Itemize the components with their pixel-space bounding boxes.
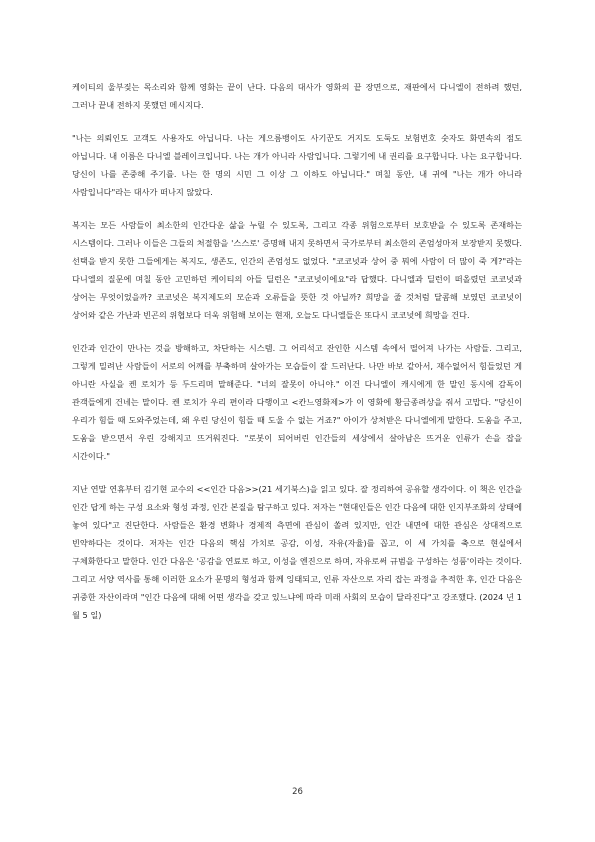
paragraph-2: "나는 의뢰인도 고객도 사용자도 아닙니다. 나는 게으름뱅이도 사기꾼도 거지도 도둑도 보험번호 숫자도 화면속의 점도 아닙니다. 내 이름은 다니엘 블레이크입니다. 나는 개가 아니라 사람입니다. 그렇기에 내 권리를 요구합니다. 나는 요구합니다. 당신이 나를 존중해 주기를. 나는 한 명의 시민 그 이상 그 이하도 아닙니다." 며칠 동안, 내 귀에 "나는 개가 아니라 사람입니다"라는 대사가 떠나지 않았다. [72,133,522,197]
paragraph-3: 복지는 모든 사람들이 최소한의 인간다운 삶을 누릴 수 있도록, 그리고 각종 위험으로부터 보호받을 수 있도록 존재하는 시스템이다. 그러나 이들은 그들의 처절함을 '스스로' 증명해 내지 못하면서 국가로부터 최소한의 존엄성마저 보장받지 못했다. 선택을 받지 못한 그들에게는 복지도, 생존도, 인간의 존엄성도 없었다. "코코넛과 상어 중 뭐에 사람이 더 많이 죽 게?"라는 다니엘의 질문에 며칠 동안 고민하던 케이티의 아들 딜런은 "코코넛이에요"라 답했다. 다니엘과 딜런이 떠올렸던 코코넛과 상어는 무엇이었을까? 코코넛은 복지제도의 모순과 오류들을 뜻한 것 아닐까? 희망을 줄 것처럼 달콤해 보였던 코코넛이 상어와 같은 가난과 빈곤의 위협보다 더욱 위험해 보이는 현재, 오늘도 다니엘들은 또다시 코코넛에 희망을 건다. [72,220,522,320]
page-body [72,78,522,639]
paragraph-4: 인간과 인간이 만나는 것을 방해하고, 차단하는 시스템. 그 어리석고 잔인한 시스템 속에서 떨어져 나가는 사람들. 그리고, 그렇게 밀려난 사람들이 서로의 어깨를 부축하며 살아가는 모습들이 잘 드러난다. 나만 바보 같아서, 재수없어서 힘들었던 게 아니란 사실을 켄 로치가 등 두드리며 말해준다. "너의 잘못이 아니야." 이건 다니엘이 캐시에게 한 말인 동시에 감독이 관객들에게 건네는 말이다. 켄 로치가 우리 편이라 다행이고 <칸느영화제>가 이 영화에 황금종려상을 줘서 고맙다. "당신이 우리가 힘들 때 도와주었는데, 왜 우린 당신이 힘들 때 도울 수 없는 거죠?" 아이가 상처받은 다니엘에게 말한다. 도움을 주고, 도움을 받으면서 우린 강해지고 뜨거워진다. "로봇이 되어버린 인간들의 세상에서 살아남은 뜨거운 인류가 손을 잡을 시간이다." [72,343,522,461]
paragraph-5: 지난 연말 연휴부터 김기현 교수의 <<인간 다음>>(21 세기북스)을 읽고 있다. 잘 정리하여 공유할 생각이다. 이 책은 인간을 인간 답게 하는 구성 요소와 형성 과정, 인간 본질을 탐구하고 있다. 저자는 "현대인들은 인간 다음에 대한 인지부조화의 상태에 놓여 있다"고 진단한다. 사람들은 환경 변화나 경제적 측면에 관심이 쏠려 있지만, 인간 내면에 대한 관심은 상대적으로 빈약하다는 것이다. 저자는 인간 다음의 핵심 가치로 공감, 이성, 자유(자율)를 꼽고, 이 세 가치를 축으로 현실에서 구체화한다고 말한다. 인간 다음은 '공감을 연료로 하고, 이성을 엔진으로 하며, 자유로써 규범을 구성하는 성품'이라는 것이다. 그리고 서양 역사를 통해 이러한 요소가 문명의 형성과 함께 잉태되고, 인류 자산으로 자리 잡는 과정을 추적한 후, 인간 다음은 귀중한 자산이라며 "인간 다음에 대해 어떤 생각을 갖고 있느냐에 따라 미래 사회의 모습이 달라진다"고 강조했다. (2024 년 1 월 5 일) [72,484,522,620]
page-number: 26 [292,787,303,797]
paragraph-1: 케이티의 울부짖는 목소리와 함께 영화는 끝이 난다. 다음의 대사가 영화의 끝 장면으로, 재판에서 다니엘이 전하려 했던, 그러나 끝내 전하지 못했던 메시지다. [72,82,522,110]
